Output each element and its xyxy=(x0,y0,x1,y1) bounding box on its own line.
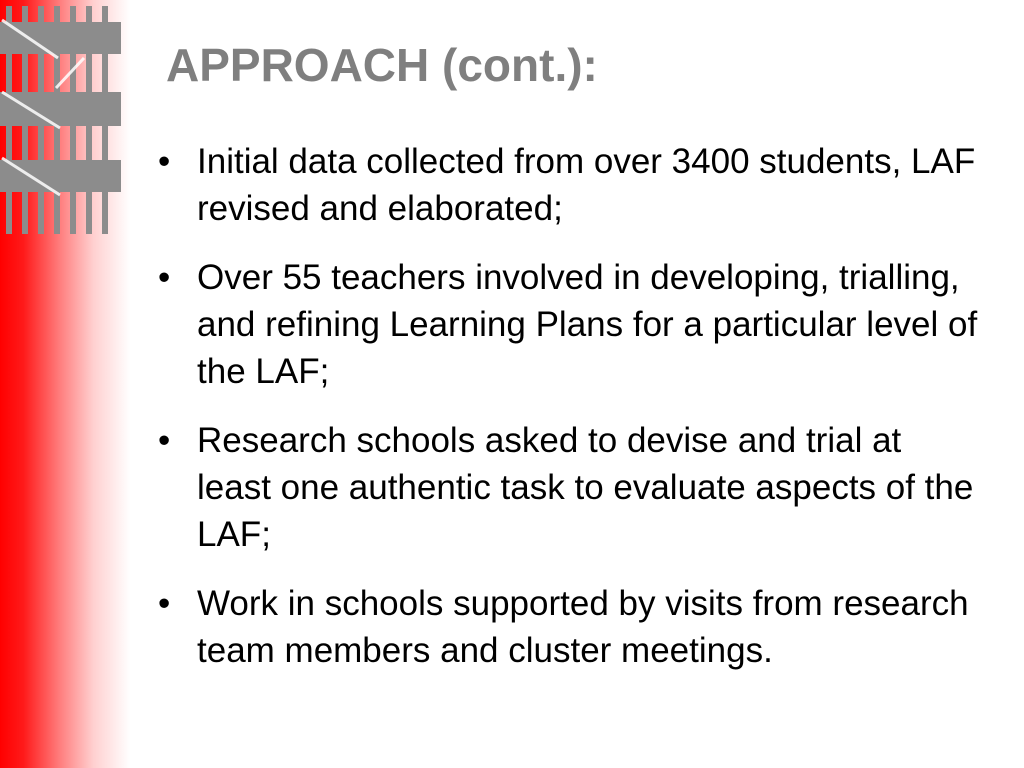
bullet-icon: • xyxy=(158,142,171,181)
bullet-icon: • xyxy=(158,421,171,460)
bullet-item xyxy=(158,417,978,558)
bullet-text: Work in schools supported by visits from research team members and cluster meetings. xyxy=(197,584,969,670)
grid-logo-icon xyxy=(0,0,125,240)
bullet-list xyxy=(158,138,978,674)
bullet-text: Over 55 teachers involved in developing, trialling, and refining Learning Plans for a particular level of the LAF; xyxy=(197,258,978,391)
bullet-item xyxy=(158,138,978,232)
bullet-icon: • xyxy=(158,258,171,297)
bullet-text: Research schools asked to devise and trial at least one authentic task to evaluate aspects of the LAF; xyxy=(197,421,974,554)
bullet-text: Initial data collected from over 3400 students, LAF revised and elaborated; xyxy=(197,142,976,228)
slide-title: APPROACH (cont.): xyxy=(166,39,598,91)
bullet-icon: • xyxy=(158,584,171,623)
bullet-item xyxy=(158,254,978,395)
bullet-item xyxy=(158,580,978,674)
